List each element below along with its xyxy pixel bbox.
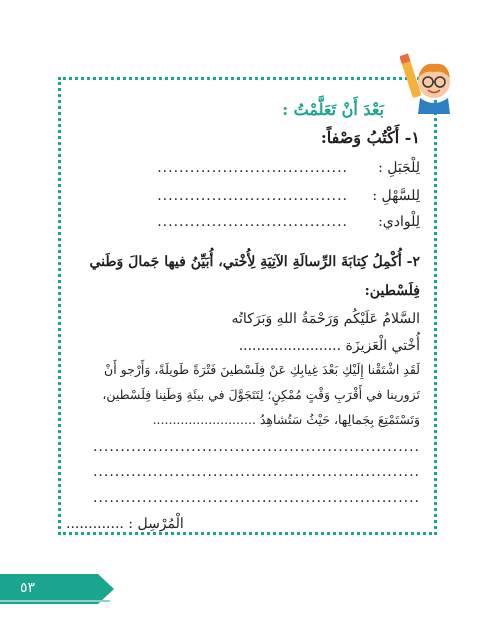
question-2-title: ٢- أُكْمِلُ كِتابَةَ الرِّسالَةِ الآتِيَةِ لِأُخْتي، أُبَيِّنُ فيها جَمالَ وَطَني (89, 254, 420, 270)
letter-addressee: أُخْتي الْعَزيزَة ....................... (238, 338, 420, 354)
row-valley-label: لِلْوادي: (378, 214, 420, 230)
row-plain-label: لِلسَّهْلِ : (372, 188, 420, 204)
letter-greeting: السَّلامُ عَلَيْكُم وَرَحْمَةُ اللهِ وَبَرَكاتُه (231, 311, 420, 327)
letter-body-line-2: تَزورينا في أَقْرَبِ وَقْتٍ مُمْكِنٍ؛ لِتَتَجَوَّلَ في بيئَةِ وَطَنِنا فِلَسْطين، (102, 387, 420, 402)
letter-body-line-1: لَقَدِ اشْتَقْنا إِلَيْكِ بَعْدَ غِيابِكِ عَنْ فِلَسْطينَ فَتْرَةً طَويلَةً، وَأَرْجو أَنْ (104, 362, 420, 377)
page-number-stripe (0, 600, 110, 602)
section-heading: بَعْدَ أَنْ تَعَلَّمْتُ : (282, 100, 384, 119)
row-mountain-label: لِلْجَبَلِ : (378, 160, 420, 176)
letter-body-line-3[interactable]: وَتَسْتَمْتِعَ بِجَمالِها، حَيْثُ سَتُشاهِدُ .......................... (152, 412, 420, 427)
row-mountain-answer[interactable]: ................................... (157, 160, 348, 176)
question-1-title: ١- أَكْتُبُ وَصْفاً: (320, 128, 420, 147)
student-mascot-icon (400, 52, 462, 114)
row-valley-answer[interactable]: ................................... (157, 214, 348, 230)
question-2-title-cont: فِلَسْطين: (364, 283, 420, 299)
page-number: ٥٣ (20, 580, 36, 596)
row-plain-answer[interactable]: ................................... (157, 188, 348, 204)
answer-line-3[interactable]: ............................................................ (92, 490, 420, 506)
answer-line-1[interactable]: ............................................................ (92, 439, 420, 455)
answer-line-2[interactable]: ............................................................ (92, 464, 420, 480)
letter-sender[interactable]: الْمُرْسِل : ............. (66, 516, 184, 532)
